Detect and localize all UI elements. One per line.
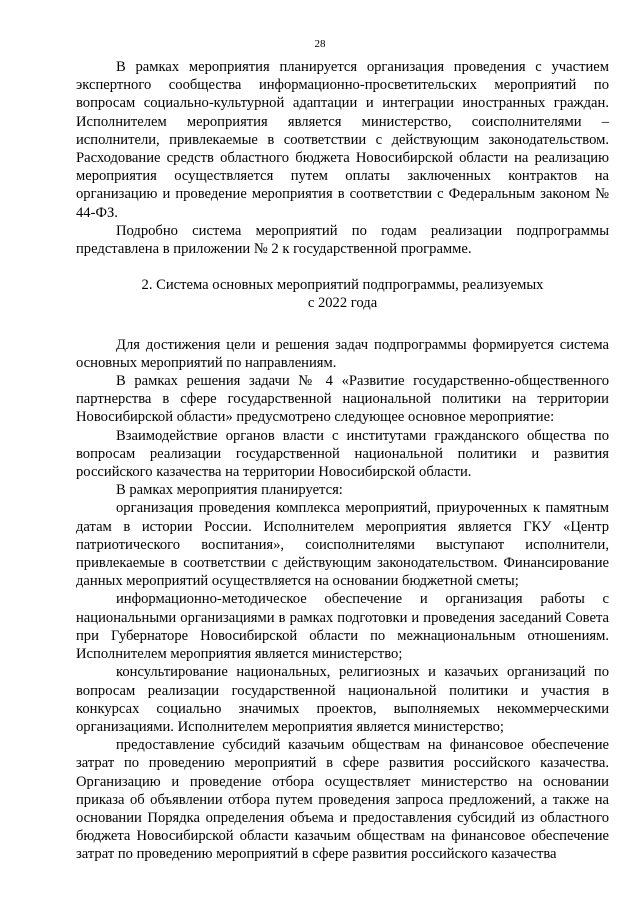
- paragraph-body-6: информационно-методическое обеспечение и организация работы с национальными организациями в рамках подготовки и проведения заседаний Совета при Губернаторе Новосибирской области по межнациональным отношениям. Исполнителем мероприятия является министерство;: [76, 591, 609, 663]
- paragraph-body-1: Для достижения цели и решения задач подпрограммы формируется система основных мероприятий по направлениям.: [76, 336, 609, 371]
- page-number: 28: [314, 38, 326, 50]
- paragraph-intro-2: Подробно система мероприятий по годам реализации подпрограммы представлена в приложении № 2 к государственной программе.: [76, 222, 609, 258]
- paragraph-body-8: предоставление субсидий казачьим обществам на финансовое обеспечение затрат по проведению мероприятий в сфере развития российского казачества. Организацию и проведение отбора осуществляет министерство на основании приказа об объявлении отбора путем проведения запроса предложений, а также на основании Порядка определения объема и предоставления субсидий из областного бюджета Новосибирской области казачьим обществам на финансовое обеспечение затрат по проведению мероприятий в сфере развития российского казачества: [76, 737, 609, 863]
- paragraph-intro-1: В рамках мероприятия планируется организация проведения с участием экспертного сообщества информационно-просветительских мероприятий по вопросам социально-культурной адаптации и интеграции иностранных граждан. Исполнителем мероприятия является министерство, соисполнителями – исполнители, привлекаемые в соответствии с действующим законодательством. Расходование средств областного бюджета Новосибирской области на реализацию мероприятия осуществляется путем оплаты заключенных контрактов на организацию и проведение мероприятия в соответствии с Федеральным законом № 44-ФЗ.: [76, 59, 609, 221]
- paragraph-body-5: организация проведения комплекса мероприятий, приуроченных к памятным датам в истории России. Исполнителем мероприятия является ГКУ «Центр патриотического воспитания», соисполнителями выступают исполнители, привлекаемые в соответствии с действующим законодательством. Финансирование данных мероприятий осуществляется на основании бюджетной сметы;: [76, 500, 609, 590]
- section-heading-line-2: с 2022 года: [307, 295, 378, 312]
- paragraph-body-4: В рамках мероприятия планируется:: [116, 482, 343, 499]
- paragraph-body-7: консультирование национальных, религиозных и казачьих организаций по вопросам реализации государственной национальной политики и участия в конкурсах социально значимых проектов, выполняемых некоммерческими организациями. Исполнителем мероприятия является министерство;: [76, 664, 609, 735]
- paragraph-body-2: В рамках решения задачи № 4 «Развитие государственно-общественного партнерства в сфере государственной национальной политики на территории Новосибирской области» предусмотрено следующее основное мероприятие:: [76, 373, 609, 426]
- section-heading: [76, 276, 609, 312]
- document-body: [76, 58, 609, 864]
- paragraph-body-3: Взаимодействие органов власти с институтами гражданского общества по вопросам реализации государственной национальной политики и развития российского казачества на территории Новосибирской области.: [76, 427, 609, 481]
- section-heading-line-1: 2. Система основных мероприятий подпрограммы, реализуемых: [141, 277, 544, 294]
